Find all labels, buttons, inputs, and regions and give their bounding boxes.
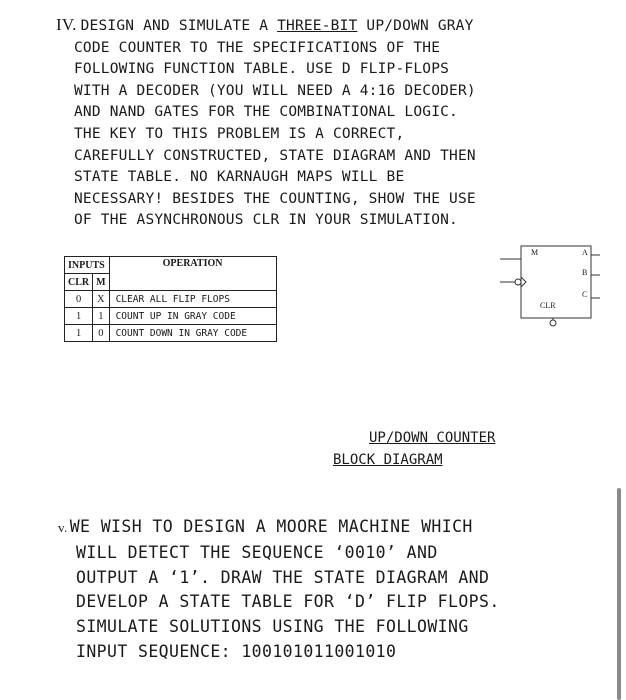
problem-iv-number: IV. [56, 15, 77, 34]
operation-header: OPERATION [109, 257, 276, 291]
problem-v-line-1-text: WE WISH TO DESIGN A MOORE MACHINE WHICH [69, 517, 473, 536]
problem-v-line-3: OUTPUT A ‘1’. DRAW THE STATE DIAGRAM AND [76, 567, 490, 587]
block-diagram-caption-line-1: UP/DOWN COUNTER [369, 430, 496, 446]
clr-cell: 0 [65, 291, 93, 308]
clr-cell: 1 [65, 308, 93, 325]
output-a-label: A [582, 248, 588, 257]
problem-iv-line-4: WITH A DECODER (YOU WILL NEED A 4:16 DECODER) [74, 82, 476, 99]
counter-block-diagram [500, 238, 610, 338]
problem-iv-line-2: CODE COUNTER TO THE SPECIFICATIONS OF THE [74, 39, 441, 56]
table-row [65, 308, 277, 325]
problem-iv-line-9: NECESSARY! BESIDES THE COUNTING, SHOW THE USE [74, 190, 476, 207]
inputs-header: INPUTS [65, 257, 110, 274]
problem-v [58, 515, 598, 665]
block-diagram-caption-line-2: BLOCK DIAGRAM [333, 452, 443, 468]
problem-v-line-4: DEVELOP A STATE TABLE FOR ‘D’ FLIP FLOPS. [76, 592, 500, 612]
m-cell: 1 [93, 308, 109, 325]
problem-v-line-1 [58, 515, 598, 541]
clr-cell: 1 [65, 325, 93, 342]
problem-iv [56, 14, 596, 232]
problem-iv-line-1 [56, 14, 596, 38]
m-cell: 0 [93, 325, 109, 342]
problem-iv-line-7: CAREFULLY CONSTRUCTED, STATE DIAGRAM AND THEN [74, 147, 476, 164]
m-input-label: M [531, 248, 539, 257]
problem-iv-line-1-post: UP/DOWN GRAY [357, 18, 474, 34]
function-table-header-row [65, 257, 277, 274]
block-diagram-svg [500, 238, 610, 338]
m-cell: X [93, 291, 109, 308]
output-b-label: B [582, 268, 588, 277]
m-header: M [93, 274, 109, 291]
clock-inversion-bubble [515, 279, 521, 285]
clr-input-label: CLR [540, 301, 556, 310]
vertical-scrollbar[interactable] [617, 488, 621, 700]
problem-v-line-6: INPUT SEQUENCE: 100101011001010 [76, 641, 397, 661]
table-row [65, 325, 277, 342]
clr-inversion-bubble [550, 320, 556, 326]
function-table [64, 256, 277, 342]
problem-iv-line-6: THE KEY TO THIS PROBLEM IS A CORRECT, [74, 125, 405, 142]
problem-v-line-2: WILL DETECT THE SEQUENCE ‘0010’ AND [76, 542, 438, 562]
problem-iv-line-8: STATE TABLE. NO KARNAUGH MAPS WILL BE [74, 169, 405, 186]
problem-iv-line-5: AND NAND GATES FOR THE COMBINATIONAL LOGIC. [74, 104, 458, 121]
problem-iv-line-3: FOLLOWING FUNCTION TABLE. USE D FLIP-FLOPS [74, 61, 450, 78]
problem-v-line-5: SIMULATE SOLUTIONS USING THE FOLLOWING [76, 617, 469, 637]
three-bit-underlined: THREE-BIT [277, 18, 358, 34]
operation-cell: COUNT DOWN IN GRAY CODE [109, 325, 276, 342]
table-row [65, 291, 277, 308]
clock-triangle [521, 277, 526, 287]
operation-cell: CLEAR ALL FLIP FLOPS [109, 291, 276, 308]
problem-iv-line-1-pre: DESIGN AND SIMULATE A [80, 18, 278, 34]
problem-v-number: v. [58, 520, 68, 535]
output-c-label: C [582, 290, 588, 299]
problem-iv-line-10: OF THE ASYNCHRONOUS CLR IN YOUR SIMULATION. [74, 212, 458, 229]
operation-cell: COUNT UP IN GRAY CODE [109, 308, 276, 325]
clr-header: CLR [65, 274, 93, 291]
